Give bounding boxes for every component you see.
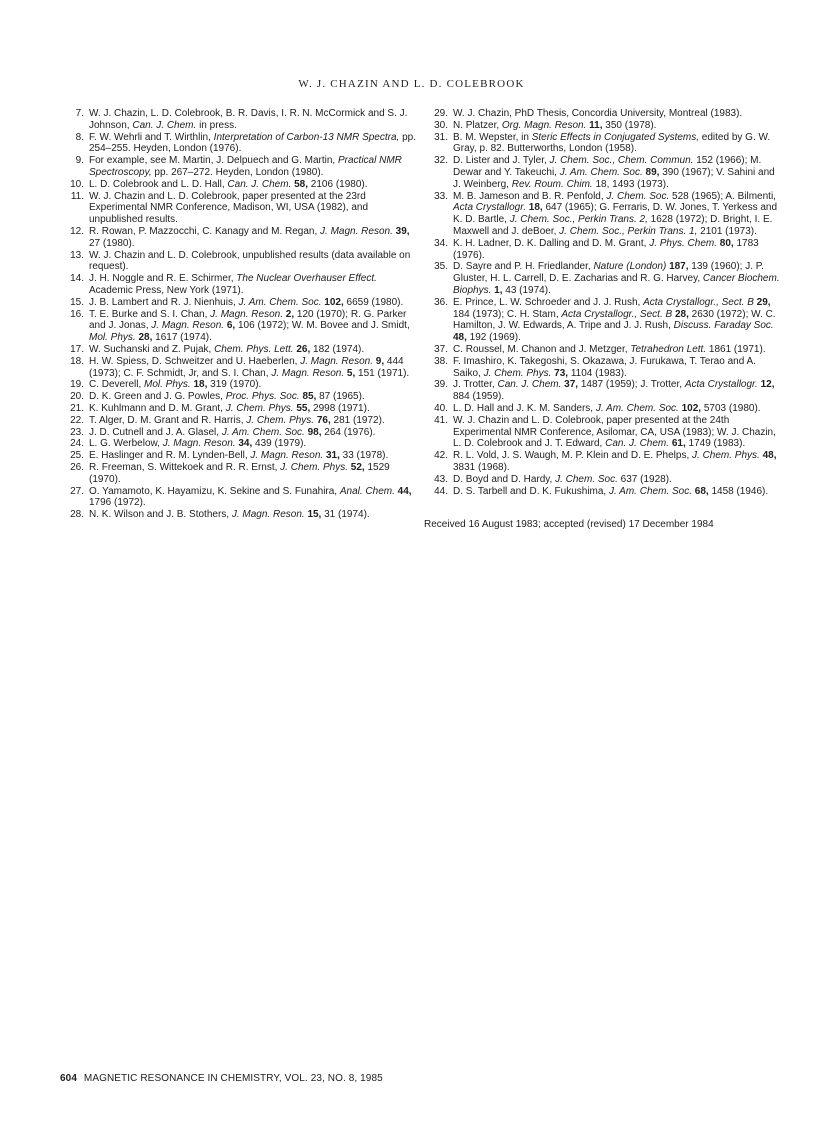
- reference-number: 15.: [70, 296, 84, 308]
- reference-entry: [424, 379, 782, 403]
- citation-text: 151 (1971).: [355, 367, 410, 379]
- reference-number: 25.: [70, 450, 84, 462]
- citation-text: pp. 254–255. Heyden, London (1976).: [89, 131, 417, 155]
- citation-text: L. D. Colebrook and L. D. Hall,: [89, 178, 228, 190]
- reference-number: 39.: [434, 379, 448, 391]
- reference-text: [453, 344, 782, 356]
- reference-entry: [424, 486, 782, 498]
- reference-text: [89, 344, 418, 356]
- reference-entry: [60, 132, 418, 156]
- citation-text: D. Sayre and P. H. Friedlander,: [453, 261, 594, 273]
- citation-text: 444 (1973); C. F. Schmidt, Jr, and S. I. Chan,: [89, 355, 404, 379]
- reference-number: 44.: [434, 485, 448, 497]
- volume-number: 12,: [760, 379, 775, 391]
- reference-text: [453, 415, 782, 450]
- volume-number: 89,: [645, 166, 660, 178]
- citation-text: 390 (1967); V. Sahini and J. Weinberg,: [453, 166, 775, 190]
- citation-text: 1861 (1971).: [706, 343, 766, 355]
- citation-title: J. Chem. Soc., Perkin Trans. 1,: [559, 225, 698, 237]
- citation-text: 192 (1969).: [466, 332, 521, 344]
- reference-number: 29.: [434, 108, 448, 119]
- volume-number: 1,: [494, 284, 503, 296]
- reference-number: 36.: [434, 296, 448, 308]
- reference-text: [89, 108, 418, 132]
- citation-text: R. Rowan, P. Mazzocchi, C. Kanagy and M. Regan,: [89, 225, 321, 237]
- citation-text: in press.: [196, 119, 237, 131]
- reference-text: [453, 379, 782, 403]
- citation-text: N. K. Wilson and J. B. Stothers,: [89, 509, 232, 521]
- citation-text: C. Roussel, M. Chanon and J. Metzger,: [453, 343, 631, 355]
- citation-text: R. Freeman, S. Wittekoek and R. R. Ernst,: [89, 461, 281, 473]
- volume-number: 61,: [671, 438, 686, 450]
- citation-text: J. B. Lambert and R. J. Nienhuis,: [89, 296, 239, 308]
- citation-title: Practical NMR Spectroscopy,: [89, 155, 402, 178]
- reference-entry: [60, 108, 418, 132]
- citation-title: Acta Crystallogr., Sect. B: [561, 308, 673, 320]
- reference-entry: [60, 379, 418, 391]
- citation-title: J. Am. Chem. Soc.: [609, 485, 692, 497]
- reference-entry: [60, 226, 418, 250]
- reference-entry: [60, 450, 418, 462]
- volume-number: 187,: [669, 261, 689, 273]
- citation-title: J. Magn. Reson.: [151, 320, 225, 332]
- citation-title: Mol. Phys.: [144, 379, 191, 391]
- reference-number: 17.: [70, 343, 84, 355]
- reference-number: 11.: [70, 190, 84, 202]
- reference-text: [453, 356, 782, 380]
- received-note: Received 16 August 1983; accepted (revised) 17 December 1984: [424, 519, 714, 531]
- reference-entry: [60, 297, 418, 309]
- citation-title: J. Magn. Reson.: [250, 450, 324, 462]
- citation-title: Mol. Phys.: [89, 332, 136, 344]
- volume-number: 48,: [453, 332, 467, 344]
- citation-title: J. Am. Chem. Soc.: [559, 166, 643, 178]
- citation-text: E. Prince, L. W. Schroeder and J. J. Rush,: [453, 296, 644, 308]
- citation-text: 120 (1970); R. G. Parker and J. Jonas,: [89, 308, 407, 332]
- volume-number: 31,: [325, 450, 340, 462]
- citation-title: Tetrahedron Lett.: [630, 343, 707, 355]
- volume-number: 102,: [324, 296, 344, 308]
- citation-text: 31 (1974).: [321, 509, 370, 521]
- volume-number: 28,: [674, 308, 689, 320]
- reference-text: [89, 438, 418, 450]
- citation-title: J. Chem. Phys.: [692, 450, 760, 462]
- citation-title: J. Magn. Reson.: [162, 438, 236, 450]
- volume-number: 15,: [307, 509, 322, 521]
- citation-text: J. Trotter,: [453, 379, 498, 391]
- citation-title: J. Magn. Reson.: [231, 509, 305, 521]
- citation-text: Academic Press, New York (1971).: [89, 284, 244, 296]
- reference-number: 27.: [70, 485, 84, 497]
- citation-text: 106 (1972); W. M. Bovee and J. Smidt,: [235, 320, 410, 332]
- citation-text: 264 (1976).: [321, 426, 376, 438]
- citation-text: D. Lister and J. Tyler,: [453, 155, 550, 167]
- citation-text: 1104 (1983).: [568, 367, 627, 379]
- reference-text: [89, 155, 418, 179]
- reference-text: [89, 415, 418, 427]
- volume-number: 48,: [762, 450, 777, 462]
- citation-text: 1529 (1970).: [89, 461, 390, 485]
- reference-number: 12.: [70, 225, 84, 237]
- citation-title: J. Phys. Chem.: [649, 237, 718, 249]
- reference-text: [89, 273, 418, 297]
- citation-text: E. Haslinger and R. M. Lynden-Bell,: [89, 450, 251, 462]
- citation-title: Chem. Phys. Lett.: [214, 343, 294, 355]
- reference-entry: [424, 155, 782, 190]
- reference-entry: [424, 108, 782, 120]
- citation-text: For example, see M. Martin, J. Delpuech and G. Martin,: [89, 155, 338, 167]
- citation-text: 2630 (1972); W. C. Hamilton, J. W. Edwards, A. Tripe and J. J. Rush,: [453, 308, 776, 332]
- citation-text: 2106 (1980).: [308, 178, 368, 190]
- citation-text: 1749 (1983).: [685, 438, 746, 450]
- citation-text: 319 (1970).: [207, 379, 262, 391]
- reference-number: 18.: [70, 355, 84, 367]
- volume-number: 39,: [395, 225, 410, 237]
- volume-number: 98,: [307, 426, 322, 438]
- citation-text: J. H. Noggle and R. E. Schirmer,: [89, 273, 237, 285]
- citation-text: 87 (1965).: [316, 391, 365, 403]
- citation-text: 3831 (1968).: [453, 461, 510, 473]
- references-left-column: [60, 108, 418, 521]
- citation-title: J. Magn. Reson.: [210, 308, 283, 320]
- reference-entry: [424, 474, 782, 486]
- reference-number: 31.: [434, 131, 448, 143]
- reference-text: [89, 450, 418, 462]
- citation-title: Nature (London): [593, 261, 667, 273]
- reference-text: [89, 427, 418, 439]
- volume-number: 85,: [302, 391, 317, 403]
- reference-number: 9.: [75, 155, 84, 167]
- volume-number: 58,: [294, 178, 309, 190]
- reference-text: [89, 509, 418, 521]
- reference-entry: [60, 403, 418, 415]
- reference-number: 22.: [70, 414, 84, 426]
- reference-number: 35.: [434, 261, 448, 273]
- reference-text: [89, 356, 418, 380]
- citation-text: K. Kuhlmann and D. M. Grant,: [89, 402, 226, 414]
- reference-entry: [60, 415, 418, 427]
- reference-entry: [60, 273, 418, 297]
- citation-text: 281 (1972).: [330, 414, 385, 426]
- citation-text: W. Suchanski and Z. Pujak,: [89, 343, 215, 355]
- reference-text: [89, 297, 418, 309]
- running-head: W. J. CHAZIN AND L. D. COLEBROOK: [298, 78, 525, 90]
- reference-entry: [424, 120, 782, 132]
- citation-text: 884 (1959).: [453, 391, 505, 403]
- reference-entry: [60, 191, 418, 226]
- citation-text: 1458 (1946).: [708, 485, 769, 497]
- reference-text: [453, 450, 782, 474]
- journal-line: MAGNETIC RESONANCE IN CHEMISTRY, VOL. 23, NO. 8, 1985: [83, 1073, 383, 1084]
- volume-number: 55,: [296, 402, 311, 414]
- citation-title: Steric Effects in Conjugated Systems,: [531, 131, 700, 143]
- reference-number: 19.: [70, 379, 84, 391]
- volume-number: 102,: [681, 402, 702, 414]
- citation-text: F. W. Wehrli and T. Wirthlin,: [89, 131, 214, 143]
- volume-number: 28,: [138, 332, 153, 344]
- reference-entry: [60, 509, 418, 521]
- citation-text: 1783 (1976).: [453, 237, 759, 261]
- citation-text: D. K. Green and J. G. Powles,: [89, 391, 226, 403]
- citation-text: C. Deverell,: [89, 379, 145, 391]
- citation-text: 2101 (1973).: [697, 225, 757, 237]
- reference-entry: [60, 250, 418, 274]
- reference-text: [453, 297, 782, 344]
- citation-text: B. M. Wepster, in: [453, 131, 532, 143]
- citation-title: Can. J. Chem.: [132, 119, 197, 131]
- reference-entry: [424, 261, 782, 296]
- volume-number: 52,: [350, 461, 365, 473]
- reference-entry: [60, 427, 418, 439]
- reference-entry: [424, 450, 782, 474]
- reference-text: [89, 403, 418, 415]
- citation-title: J. Chem. Phys.: [225, 402, 294, 414]
- volume-number: 80,: [719, 237, 734, 249]
- citation-text: 139 (1960); J. P. Gluster, H. L. Carrell, D. E. Zacharias and R. G. Harvey,: [453, 261, 764, 285]
- citation-text: K. H. Ladner, D. K. Dalling and D. M. Grant,: [453, 237, 650, 249]
- reference-entry: [60, 344, 418, 356]
- citation-text: J. D. Cutnell and J. A. Glasel,: [89, 426, 222, 438]
- citation-text: W. J. Chazin, PhD Thesis, Concordia University, Montreal (1983).: [453, 108, 743, 119]
- reference-text: [89, 486, 418, 510]
- citation-title: Cancer Biochem. Biophys.: [453, 273, 780, 296]
- citation-title: Can. J. Chem.: [227, 178, 292, 190]
- reference-number: 37.: [434, 343, 448, 355]
- citation-text: T. E. Burke and S. I. Chan,: [89, 308, 211, 320]
- citation-text: H. W. Spiess, D. Schweitzer and U. Haeberlen,: [89, 355, 301, 367]
- citation-title: J. Chem. Soc.: [555, 473, 618, 485]
- citation-text: D. Boyd and D. Hardy,: [453, 473, 556, 485]
- reference-number: 32.: [434, 155, 448, 167]
- reference-number: 10.: [70, 178, 84, 190]
- reference-number: 26.: [70, 461, 84, 473]
- reference-number: 41.: [434, 414, 448, 426]
- citation-text: 637 (1928).: [617, 473, 672, 485]
- citation-text: 152 (1966); M. Dewar and Y. Takeuchi,: [453, 155, 762, 178]
- citation-text: 5703 (1980).: [701, 402, 761, 414]
- reference-text: [89, 379, 418, 391]
- reference-text: [89, 132, 418, 156]
- citation-title: Org. Magn. Reson.: [501, 119, 587, 131]
- citation-text: W. J. Chazin and L. D. Colebrook, unpublished results (data available on request).: [89, 249, 411, 273]
- reference-number: 30.: [434, 119, 448, 131]
- reference-number: 28.: [70, 509, 84, 521]
- reference-text: [89, 250, 418, 274]
- reference-number: 14.: [70, 273, 84, 285]
- citation-title: Anal. Chem.: [339, 485, 395, 497]
- volume-number: 37,: [564, 379, 579, 391]
- citation-title: J. Am. Chem. Soc.: [238, 296, 322, 308]
- reference-number: 23.: [70, 426, 84, 438]
- reference-entry: [424, 132, 782, 156]
- reference-entry: [60, 309, 418, 344]
- reference-entry: [60, 179, 418, 191]
- volume-number: 2,: [285, 308, 295, 320]
- citation-title: Interpretation of Carbon-13 NMR Spectra,: [213, 131, 400, 143]
- citation-text: 350 (1978).: [602, 119, 657, 131]
- citation-title: Discuss. Faraday Soc.: [673, 320, 774, 332]
- reference-number: 13.: [70, 249, 84, 261]
- reference-entry: [424, 238, 782, 262]
- volume-number: 76,: [316, 414, 331, 426]
- reference-entry: [424, 344, 782, 356]
- volume-number: 26,: [296, 343, 311, 355]
- reference-entry: [424, 191, 782, 238]
- citation-text: 182 (1974).: [310, 343, 365, 355]
- reference-text: [453, 155, 782, 190]
- reference-text: [453, 132, 782, 156]
- citation-title: Acta Crystallogr.: [453, 202, 526, 214]
- reference-text: [89, 191, 418, 226]
- reference-text: [453, 191, 782, 238]
- reference-entry: [60, 486, 418, 510]
- reference-number: 8.: [75, 131, 84, 143]
- citation-title: Acta Crystallogr.: [684, 379, 758, 391]
- citation-title: Proc. Phys. Soc.: [225, 391, 300, 403]
- citation-text: O. Yamamoto, K. Hayamizu, K. Sekine and S. Funahira,: [89, 485, 340, 497]
- citation-title: The Nuclear Overhauser Effect.: [236, 273, 377, 285]
- citation-title: Can. J. Chem.: [605, 438, 670, 450]
- citation-text: 2998 (1971).: [310, 402, 370, 414]
- reference-entry: [60, 438, 418, 450]
- citation-text: D. S. Tarbell and D. K. Fukushima,: [453, 485, 609, 497]
- reference-text: [453, 403, 782, 415]
- citation-text: W. J. Chazin, L. D. Colebrook, B. R. Davis, I. R. N. McCormick and S. J. Johnson,: [89, 108, 408, 131]
- citation-text: 1617 (1974).: [152, 332, 212, 344]
- citation-title: Rev. Roum. Chim.: [511, 178, 593, 190]
- reference-number: 7.: [75, 108, 84, 119]
- citation-text: T. Alger, D. M. Grant and R. Harris,: [89, 414, 247, 426]
- reference-entry: [60, 462, 418, 486]
- reference-number: 16.: [70, 308, 84, 320]
- page-footer: [60, 1073, 383, 1084]
- volume-number: 6,: [226, 320, 236, 332]
- citation-text: W. J. Chazin and L. D. Colebrook, paper presented at the 23rd Experimental NMR Conference, Madison, WI, USA (1982), and unpublished results.: [89, 190, 369, 226]
- citation-text: 18, 1493 (1973).: [592, 178, 669, 190]
- citation-text: 27 (1980).: [89, 237, 135, 249]
- citation-title: J. Magn. Reson.: [271, 367, 345, 379]
- citation-title: J. Magn. Reson.: [300, 355, 374, 367]
- reference-text: [453, 486, 782, 498]
- citation-text: M. B. Jameson and B. R. Penfold,: [453, 190, 607, 202]
- citation-title: J. Am. Chem. Soc.: [221, 426, 305, 438]
- citation-text: pp. 267–272. Heyden, London (1980).: [151, 166, 324, 178]
- reference-number: 38.: [434, 355, 448, 367]
- volume-number: 73,: [554, 367, 569, 379]
- reference-entry: [424, 356, 782, 380]
- reference-number: 34.: [434, 237, 448, 249]
- reference-entry: [60, 391, 418, 403]
- volume-number: 11,: [589, 119, 603, 131]
- citation-title: J. Chem. Phys.: [246, 414, 315, 426]
- volume-number: 9,: [375, 355, 385, 367]
- citation-text: edited by G. W. Gray, p. 82. Butterworths, London (1958).: [453, 131, 771, 155]
- reference-text: [89, 226, 418, 250]
- volume-number: 68,: [694, 485, 709, 497]
- citation-text: N. Platzer,: [453, 119, 502, 131]
- citation-text: 1628 (1972); D. Bright, I. E. Maxwell and J. deBoer,: [453, 214, 773, 237]
- citation-text: 439 (1979).: [252, 438, 307, 450]
- citation-title: J. Chem. Soc., Chem. Commun.: [549, 155, 694, 167]
- reference-entry: [60, 155, 418, 179]
- citation-text: W. J. Chazin and L. D. Colebrook, paper presented at the 24th Experimental NMR Conference, Asilomar, CA, USA (1983); W. J. Chazin, L. D. Colebrook and J. T. Edward,: [453, 414, 776, 450]
- reference-text: [89, 309, 418, 344]
- citation-title: J. Chem. Soc., Perkin Trans. 2,: [509, 214, 648, 226]
- reference-number: 42.: [434, 450, 448, 462]
- reference-number: 20.: [70, 391, 84, 403]
- citation-text: R. L. Vold, J. S. Waugh, M. P. Klein and D. E. Phelps,: [453, 450, 693, 462]
- reference-text: [453, 108, 782, 120]
- citation-text: 528 (1965); A. Bilmenti,: [669, 190, 776, 202]
- volume-number: 34,: [238, 438, 253, 450]
- citation-title: Can. J. Chem.: [497, 379, 562, 391]
- reference-entry: [424, 403, 782, 415]
- citation-title: J. Chem. Phys.: [483, 367, 552, 379]
- citation-text: 33 (1978).: [339, 450, 389, 462]
- references-right-column: [424, 108, 782, 531]
- page-number: 604: [60, 1073, 77, 1084]
- citation-text: 6659 (1980).: [343, 296, 404, 308]
- citation-title: J. Am. Chem. Soc.: [595, 402, 679, 414]
- volume-number: 18,: [193, 379, 208, 391]
- reference-text: [89, 179, 418, 191]
- reference-text: [453, 474, 782, 486]
- reference-text: [453, 120, 782, 132]
- reference-text: [89, 462, 418, 486]
- reference-number: 40.: [434, 402, 448, 414]
- citation-text: 1796 (1972).: [89, 497, 146, 509]
- citation-title: J. Chem. Phys.: [280, 461, 348, 473]
- reference-number: 43.: [434, 473, 448, 485]
- citation-text: L. D. Hall and J. K. M. Sanders,: [453, 402, 596, 414]
- reference-number: 24.: [70, 438, 84, 450]
- citation-title: J. Chem. Soc.: [606, 190, 670, 202]
- volume-number: 5,: [346, 367, 356, 379]
- citation-title: J. Magn. Reson.: [320, 225, 393, 237]
- volume-number: 44,: [397, 485, 412, 497]
- citation-text: 43 (1974).: [502, 284, 551, 296]
- citation-text: 184 (1973); C. H. Stam,: [453, 308, 562, 320]
- volume-number: 18,: [528, 202, 543, 214]
- volume-number: 29,: [756, 296, 771, 308]
- reference-text: [453, 261, 782, 296]
- citation-text: 1487 (1959); J. Trotter,: [578, 379, 685, 391]
- citation-text: 647 (1965); G. Ferraris, D. W. Jones, T. Yerkess and K. D. Bartle,: [453, 202, 778, 226]
- reference-number: 33.: [434, 190, 448, 202]
- citation-text: L. G. Werbelow,: [89, 438, 163, 450]
- reference-text: [453, 238, 782, 262]
- reference-entry: [424, 415, 782, 450]
- citation-title: Acta Crystallogr., Sect. B: [643, 296, 754, 308]
- reference-entry: [424, 297, 782, 344]
- reference-text: [89, 391, 418, 403]
- reference-number: 21.: [70, 402, 84, 414]
- citation-text: F. Imashiro, K. Takegoshi, S. Okazawa, J. Furukawa, T. Terao and A. Saiko,: [453, 355, 756, 379]
- reference-entry: [60, 356, 418, 380]
- references-right-list: [424, 108, 782, 497]
